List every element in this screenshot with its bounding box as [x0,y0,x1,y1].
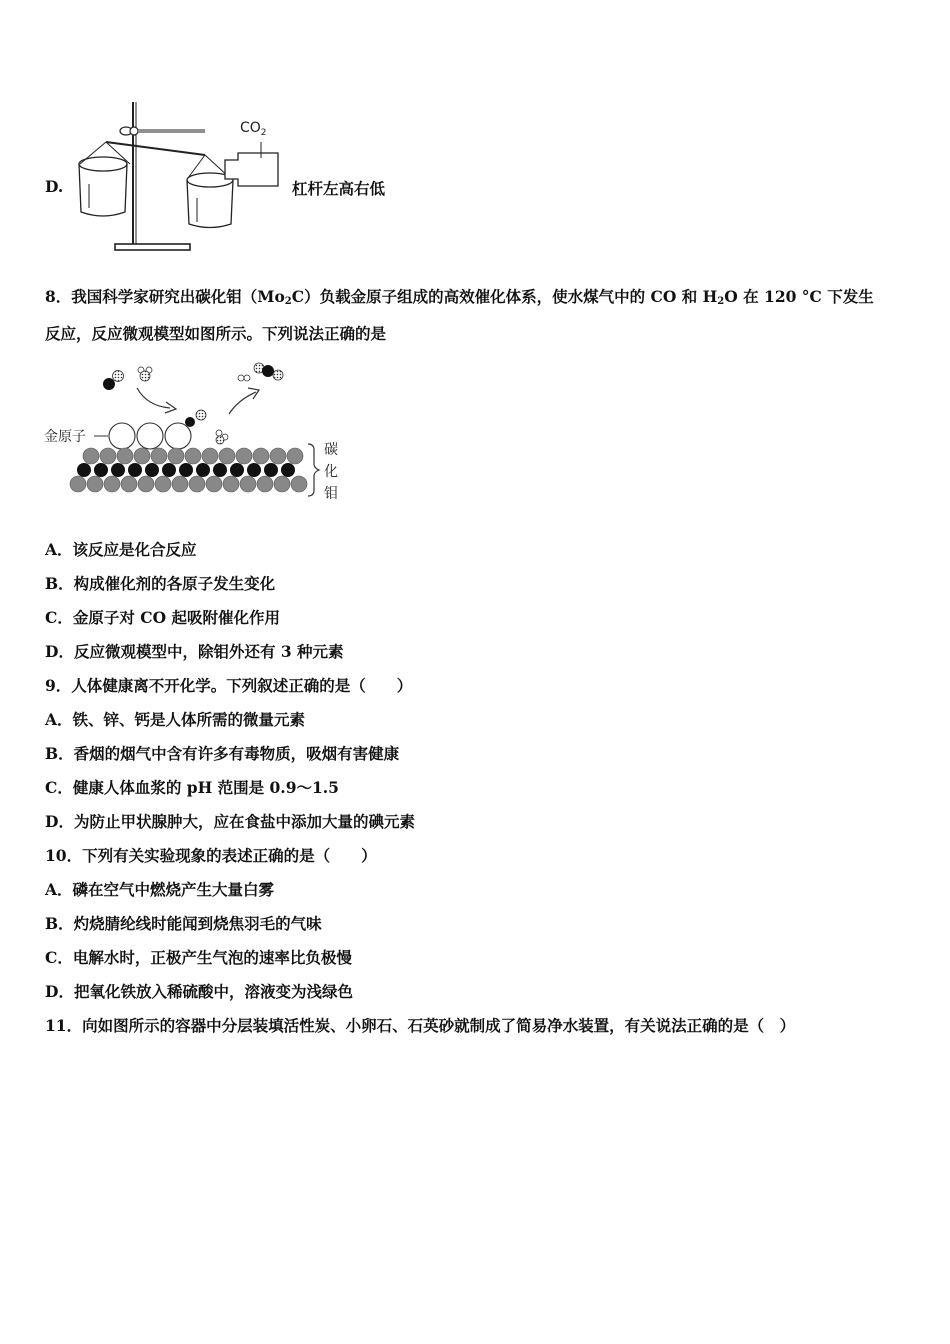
q9-option-a: A．铁、锌、钙是人体所需的微量元素 [45,710,306,729]
q11-stem: 11．向如图所示的容器中分层装填活性炭、小卵石、石英砂就制成了简易净水装置，有关说法正确的是（ ） [45,1016,796,1035]
carbide-label-2: 化 [324,464,338,480]
q8-stem-line2: 反应，反应微观模型如图所示。下列说法正确的是 [45,324,387,343]
q10-option-c: C．电解水时，正极产生气泡的速率比负极慢 [45,948,352,967]
q9-option-c: C．健康人体血浆的 pH 范围是 0.9～1.5 [45,778,339,797]
catalysis-model-figure [42,358,347,508]
q9-option-d: D．为防止甲状腺肿大，应在食盐中添加大量的碘元素 [45,812,415,831]
carbide-label-1: 碳 [324,442,338,458]
q8-option-b: B．构成催化剂的各原子发生变化 [45,574,276,593]
q8-option-a: A．该反应是化合反应 [45,540,197,559]
q10-option-d: D．把氧化铁放入稀硫酸中，溶液变为浅绿色 [45,982,353,1001]
gold-atom-label: 金原子 [44,429,86,445]
carbide-label-3: 钼 [324,486,338,502]
co2-label: $CO_2$ [240,120,267,138]
q10-option-a: A．磷在空气中燃烧产生大量白雾 [45,880,275,899]
q9-option-b: B．香烟的烟气中含有许多有毒物质，吸烟有害健康 [45,744,400,763]
q10-option-b: B．灼烧腈纶线时能闻到烧焦羽毛的气味 [45,914,322,933]
q9-stem: 9．人体健康离不开化学。下列叙述正确的是（ ） [45,676,413,695]
q8-option-c: C．金原子对 CO 起吸附催化作用 [45,608,280,627]
q10-stem: 10．下列有关实验现象的表述正确的是（ ） [45,846,377,865]
q7-option-d-text: 杠杆左高右低 [292,179,386,198]
lever-apparatus-figure [70,98,285,256]
q8-stem-line1: 8．我国科学家研究出碳化钼$(Mo_2C)$负载金原子组成的高效催化体系，使水煤气中的 CO 和 $H_2O$ 在 120 °C 下发生 [45,287,874,307]
q7-option-d-label: D. [45,177,64,196]
q8-option-d: D．反应微观模型中，除钼外还有 3 种元素 [45,642,344,661]
